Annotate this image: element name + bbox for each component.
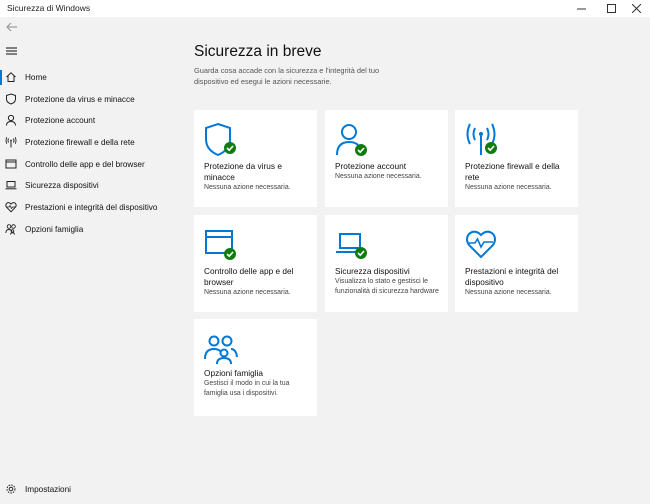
minimize-icon [577, 4, 586, 13]
sidebar-item-label: Opzioni famiglia [25, 225, 84, 234]
laptop-icon [5, 179, 17, 191]
tile-virus-protection[interactable] [194, 110, 317, 207]
home-icon [5, 71, 17, 83]
close-icon [632, 4, 641, 13]
sidebar-item-label: Controllo delle app e del browser [25, 160, 145, 169]
tile-title: Protezione account [335, 161, 407, 171]
person-icon [5, 114, 17, 126]
app-window-check-icon [204, 227, 240, 263]
sidebar-item-label: Protezione firewall e della rete [25, 138, 135, 147]
sidebar-item-device-performance[interactable] [0, 197, 173, 218]
tile-status: Gestisci il modo in cui la tua famiglia usa i dispositivi. [204, 380, 290, 397]
tile-title: Sicurezza dispositivi [335, 266, 410, 276]
tile-title: Protezione firewall e della rete [465, 161, 560, 182]
sidebar-item-label: Protezione account [25, 116, 96, 125]
tile-status: Nessuna azione necessaria. [335, 173, 422, 180]
sidebar-item-virus-protection[interactable] [0, 89, 173, 110]
tile-status: Visualizza lo stato e gestisci le funzionalità di sicurezza hardware [335, 278, 439, 295]
shield-check-icon [204, 122, 240, 158]
sidebar-item-label: Protezione da virus e minacce [25, 95, 135, 104]
page-title: Sicurezza in breve [194, 43, 322, 60]
sidebar [0, 17, 173, 504]
heart-pulse-icon [465, 227, 501, 263]
minimize-button[interactable] [567, 0, 595, 17]
laptop-check-icon [335, 227, 371, 263]
tile-status: Nessuna azione necessaria. [465, 289, 552, 296]
sidebar-item-app-browser[interactable] [0, 154, 173, 175]
sidebar-item-account-protection[interactable] [0, 110, 173, 131]
tile-account-protection[interactable] [325, 110, 448, 207]
antenna-check-icon [465, 122, 501, 158]
sidebar-item-label: Impostazioni [25, 485, 71, 494]
tile-app-browser[interactable] [194, 215, 317, 312]
maximize-button[interactable] [597, 0, 625, 17]
tile-title: Prestazioni e integrità del dispositivo [465, 266, 559, 287]
sidebar-item-label: Sicurezza dispositivi [25, 181, 99, 190]
gear-icon [5, 483, 17, 495]
heart-icon [5, 201, 17, 213]
tile-title: Protezione da virus e minacce [204, 161, 282, 182]
page-description: Guarda cosa accade con la sicurezza e l'integrità del tuo dispositivo ed esegui le azioni necessarie. [194, 66, 380, 86]
tile-device-security[interactable] [325, 215, 448, 312]
tile-title: Opzioni famiglia [204, 368, 264, 378]
window-title: Sicurezza di Windows [7, 3, 91, 13]
app-window-icon [5, 158, 17, 170]
close-button[interactable] [622, 0, 650, 17]
shield-icon [5, 93, 17, 105]
sidebar-item-label: Home [25, 73, 47, 82]
tile-device-performance[interactable] [455, 215, 578, 312]
tile-title: Controllo delle app e del browser [204, 266, 294, 287]
tile-firewall[interactable] [455, 110, 578, 207]
sidebar-item-label: Prestazioni e integrità del dispositivo [25, 203, 158, 212]
maximize-icon [607, 4, 616, 13]
back-arrow-icon[interactable] [5, 20, 19, 34]
sidebar-item-settings[interactable] [0, 479, 173, 500]
antenna-icon [5, 136, 17, 148]
tile-status: Nessuna azione necessaria. [204, 184, 291, 191]
sidebar-item-family-options[interactable] [0, 219, 173, 240]
sidebar-item-home[interactable] [0, 67, 173, 88]
tile-family-options[interactable] [194, 319, 317, 416]
tile-status: Nessuna azione necessaria. [465, 184, 552, 191]
family-icon [204, 331, 240, 367]
title-bar [0, 0, 650, 17]
sidebar-item-device-security[interactable] [0, 175, 173, 196]
family-icon [5, 223, 17, 235]
sidebar-item-firewall[interactable] [0, 132, 173, 153]
person-check-icon [335, 122, 371, 158]
main-content [173, 17, 650, 504]
hamburger-menu-icon[interactable] [5, 44, 19, 58]
tile-status: Nessuna azione necessaria. [204, 289, 291, 296]
